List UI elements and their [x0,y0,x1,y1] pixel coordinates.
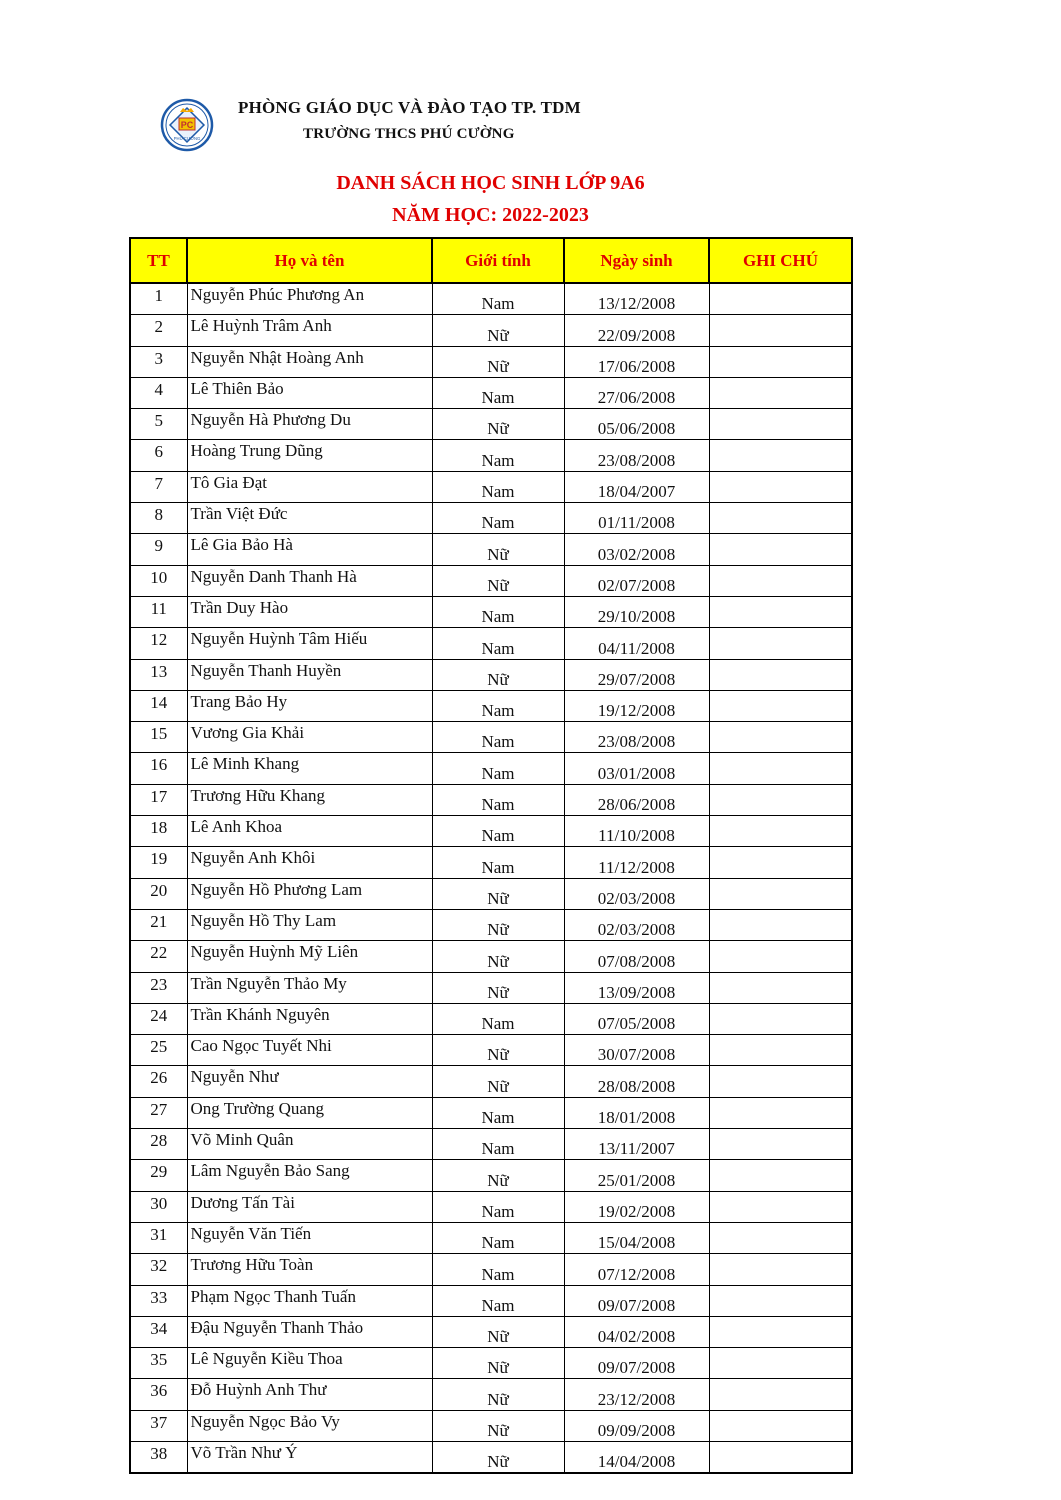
birthdate-cell: 27/06/2008 [564,377,709,408]
note-cell [709,847,852,878]
row-number: 4 [130,377,187,408]
note-cell [709,440,852,471]
note-cell [709,628,852,659]
note-cell [709,283,852,315]
note-cell [709,1035,852,1066]
student-name: Nguyễn Văn Tiến [187,1222,432,1253]
birthdate-cell: 11/12/2008 [564,847,709,878]
table-row [130,1410,852,1441]
gender-cell: Nam [432,1254,564,1285]
note-cell [709,1379,852,1410]
student-name: Dương Tấn Tài [187,1191,432,1222]
student-name: Trương Hữu Toàn [187,1254,432,1285]
student-name: Nguyễn Thanh Huyền [187,659,432,690]
gender-cell: Nữ [432,1441,564,1473]
note-cell [709,315,852,346]
birthdate-cell: 11/10/2008 [564,816,709,847]
gender-cell: Nam [432,1285,564,1316]
list-title: DANH SÁCH HỌC SINH LỚP 9A6 [336,172,645,194]
student-name: Nguyễn Huỳnh Mỹ Liên [187,941,432,972]
table-row [130,409,852,440]
row-number: 20 [130,878,187,909]
student-name: Cao Ngọc Tuyết Nhi [187,1035,432,1066]
student-name: Lê Gia Bảo Hà [187,534,432,565]
birthdate-cell: 18/04/2007 [564,471,709,502]
gender-cell: Nữ [432,1379,564,1410]
gender-cell: Nữ [432,346,564,377]
row-number: 25 [130,1035,187,1066]
birthdate-cell: 19/02/2008 [564,1191,709,1222]
note-cell [709,1285,852,1316]
birthdate-cell: 13/09/2008 [564,972,709,1003]
table-row [130,1066,852,1097]
birthdate-cell: 23/08/2008 [564,440,709,471]
svg-text:PC: PC [180,120,194,130]
birthdate-cell: 19/12/2008 [564,690,709,721]
table-row [130,283,852,315]
gender-cell: Nữ [432,659,564,690]
birthdate-cell: 09/07/2008 [564,1348,709,1379]
row-number: 33 [130,1285,187,1316]
table-row [130,941,852,972]
student-name: Trang Bảo Hy [187,690,432,721]
table-row [130,1191,852,1222]
gender-cell: Nữ [432,878,564,909]
row-number: 17 [130,784,187,815]
gender-cell: Nữ [432,1035,564,1066]
gender-cell: Nữ [432,909,564,940]
birthdate-cell: 04/02/2008 [564,1316,709,1347]
gender-cell: Nữ [432,409,564,440]
note-cell [709,346,852,377]
table-header-row [130,238,852,283]
gender-cell: Nữ [432,1316,564,1347]
col-header-tt: TT [130,238,187,283]
col-header-gender: Giới tính [432,238,564,283]
note-cell [709,1003,852,1034]
birthdate-cell: 23/08/2008 [564,722,709,753]
note-cell [709,1222,852,1253]
student-name: Trương Hữu Khang [187,784,432,815]
note-cell [709,565,852,596]
note-cell [709,1066,852,1097]
row-number: 31 [130,1222,187,1253]
table-row [130,1003,852,1034]
note-cell [709,941,852,972]
row-number: 1 [130,283,187,315]
gender-cell: Nam [432,1097,564,1128]
note-cell [709,972,852,1003]
student-name: Phạm Ngọc Thanh Tuấn [187,1285,432,1316]
birthdate-cell: 29/07/2008 [564,659,709,690]
row-number: 22 [130,941,187,972]
note-cell [709,409,852,440]
student-name: Nguyễn Danh Thanh Hà [187,565,432,596]
student-name: Ong Trường Quang [187,1097,432,1128]
student-name: Võ Minh Quân [187,1129,432,1160]
birthdate-cell: 07/08/2008 [564,941,709,972]
student-name: Võ Trần Như Ý [187,1441,432,1473]
table-row [130,972,852,1003]
gender-cell: Nam [432,1129,564,1160]
table-row [130,1254,852,1285]
row-number: 27 [130,1097,187,1128]
birthdate-cell: 25/01/2008 [564,1160,709,1191]
note-cell [709,690,852,721]
svg-text:PHÚ CƯỜNG: PHÚ CƯỜNG [173,136,201,141]
school-name: TRƯỜNG THCS PHÚ CƯỜNG [303,126,515,142]
birthdate-cell: 03/02/2008 [564,534,709,565]
birthdate-cell: 02/03/2008 [564,878,709,909]
row-number: 6 [130,440,187,471]
student-name: Lê Thiên Bảo [187,377,432,408]
table-row [130,1348,852,1379]
note-cell [709,659,852,690]
gender-cell: Nam [432,816,564,847]
col-header-dob: Ngày sinh [564,238,709,283]
gender-cell: Nam [432,690,564,721]
row-number: 15 [130,722,187,753]
gender-cell: Nam [432,784,564,815]
table-row [130,628,852,659]
note-cell [709,503,852,534]
gender-cell: Nam [432,471,564,502]
gender-cell: Nam [432,753,564,784]
row-number: 38 [130,1441,187,1473]
birthdate-cell: 01/11/2008 [564,503,709,534]
table-row [130,1379,852,1410]
gender-cell: Nữ [432,1160,564,1191]
row-number: 29 [130,1160,187,1191]
student-name: Trần Duy Hào [187,596,432,627]
school-logo [160,98,214,152]
gender-cell: Nam [432,847,564,878]
birthdate-cell: 07/12/2008 [564,1254,709,1285]
note-cell [709,1441,852,1473]
table-row [130,690,852,721]
table-row [130,503,852,534]
student-name: Lâm Nguyễn Bảo Sang [187,1160,432,1191]
table-row [130,784,852,815]
note-cell [709,1410,852,1441]
table-row [130,722,852,753]
student-name: Lê Anh Khoa [187,816,432,847]
birthdate-cell: 05/06/2008 [564,409,709,440]
gender-cell: Nam [432,377,564,408]
birthdate-cell: 13/12/2008 [564,283,709,315]
birthdate-cell: 28/08/2008 [564,1066,709,1097]
student-name: Nguyễn Hồ Phương Lam [187,878,432,909]
student-name: Hoàng Trung Dũng [187,440,432,471]
gender-cell: Nam [432,440,564,471]
table-row [130,440,852,471]
row-number: 11 [130,596,187,627]
student-name: Nguyễn Anh Khôi [187,847,432,878]
row-number: 28 [130,1129,187,1160]
student-name: Trần Khánh Nguyên [187,1003,432,1034]
note-cell [709,1129,852,1160]
birthdate-cell: 17/06/2008 [564,346,709,377]
table-row [130,596,852,627]
student-name: Đậu Nguyễn Thanh Thảo [187,1316,432,1347]
row-number: 35 [130,1348,187,1379]
student-name: Nguyễn Hà Phương Du [187,409,432,440]
row-number: 24 [130,1003,187,1034]
gender-cell: Nữ [432,565,564,596]
student-name: Nguyễn Hồ Thy Lam [187,909,432,940]
birthdate-cell: 29/10/2008 [564,596,709,627]
row-number: 36 [130,1379,187,1410]
note-cell [709,471,852,502]
student-name: Đỗ Huỳnh Anh Thư [187,1379,432,1410]
gender-cell: Nữ [432,534,564,565]
note-cell [709,784,852,815]
row-number: 13 [130,659,187,690]
birthdate-cell: 23/12/2008 [564,1379,709,1410]
note-cell [709,596,852,627]
table-row [130,1160,852,1191]
note-cell [709,878,852,909]
gender-cell: Nam [432,596,564,627]
row-number: 26 [130,1066,187,1097]
birthdate-cell: 15/04/2008 [564,1222,709,1253]
gender-cell: Nam [432,1191,564,1222]
birthdate-cell: 02/03/2008 [564,909,709,940]
row-number: 7 [130,471,187,502]
student-name: Lê Huỳnh Trâm Anh [187,315,432,346]
col-header-name: Họ và tên [187,238,432,283]
birthdate-cell: 02/07/2008 [564,565,709,596]
table-body [130,283,852,1473]
table-row [130,1316,852,1347]
row-number: 23 [130,972,187,1003]
row-number: 34 [130,1316,187,1347]
table-row [130,1222,852,1253]
row-number: 37 [130,1410,187,1441]
note-cell [709,1254,852,1285]
gender-cell: Nam [432,503,564,534]
note-cell [709,1348,852,1379]
student-name: Nguyễn Nhật Hoàng Anh [187,346,432,377]
gender-cell: Nữ [432,941,564,972]
gender-cell: Nam [432,722,564,753]
note-cell [709,753,852,784]
birthdate-cell: 30/07/2008 [564,1035,709,1066]
student-name: Lê Nguyễn Kiều Thoa [187,1348,432,1379]
row-number: 2 [130,315,187,346]
table-row [130,1129,852,1160]
student-name: Nguyễn Phúc Phương An [187,283,432,315]
table-row [130,377,852,408]
gender-cell: Nữ [432,972,564,1003]
table-row [130,534,852,565]
student-name: Nguyễn Huỳnh Tâm Hiếu [187,628,432,659]
row-number: 5 [130,409,187,440]
birthdate-cell: 13/11/2007 [564,1129,709,1160]
table-row [130,315,852,346]
student-name: Tô Gia Đạt [187,471,432,502]
table-row [130,565,852,596]
row-number: 14 [130,690,187,721]
birthdate-cell: 07/05/2008 [564,1003,709,1034]
gender-cell: Nữ [432,1348,564,1379]
note-cell [709,909,852,940]
table-row [130,659,852,690]
row-number: 32 [130,1254,187,1285]
row-number: 21 [130,909,187,940]
note-cell [709,1316,852,1347]
note-cell [709,1160,852,1191]
row-number: 8 [130,503,187,534]
birthdate-cell: 09/09/2008 [564,1410,709,1441]
gender-cell: Nữ [432,1066,564,1097]
col-header-note: GHI CHÚ [709,238,852,283]
table-row [130,346,852,377]
student-name: Vương Gia Khải [187,722,432,753]
note-cell [709,816,852,847]
student-table [129,237,853,1474]
department-name: PHÒNG GIÁO DỤC VÀ ĐÀO TẠO TP. TDM [238,98,581,117]
note-cell [709,1191,852,1222]
school-year: NĂM HỌC: 2022-2023 [392,204,589,226]
birthdate-cell: 03/01/2008 [564,753,709,784]
gender-cell: Nữ [432,1410,564,1441]
student-name: Trần Nguyễn Thảo My [187,972,432,1003]
birthdate-cell: 18/01/2008 [564,1097,709,1128]
birthdate-cell: 04/11/2008 [564,628,709,659]
row-number: 19 [130,847,187,878]
birthdate-cell: 22/09/2008 [564,315,709,346]
birthdate-cell: 14/04/2008 [564,1441,709,1473]
table-row [130,1441,852,1473]
table-row [130,1285,852,1316]
birthdate-cell: 09/07/2008 [564,1285,709,1316]
row-number: 12 [130,628,187,659]
table-row [130,1097,852,1128]
table-row [130,847,852,878]
row-number: 30 [130,1191,187,1222]
birthdate-cell: 28/06/2008 [564,784,709,815]
table-row [130,753,852,784]
gender-cell: Nữ [432,315,564,346]
table-row [130,1035,852,1066]
row-number: 3 [130,346,187,377]
row-number: 9 [130,534,187,565]
table-row [130,878,852,909]
table-row [130,471,852,502]
table-row [130,909,852,940]
gender-cell: Nam [432,283,564,315]
row-number: 18 [130,816,187,847]
gender-cell: Nam [432,628,564,659]
note-cell [709,722,852,753]
note-cell [709,534,852,565]
gender-cell: Nam [432,1222,564,1253]
gender-cell: Nam [432,1003,564,1034]
row-number: 16 [130,753,187,784]
student-name: Lê Minh Khang [187,753,432,784]
student-name: Nguyễn Như [187,1066,432,1097]
student-name: Nguyễn Ngọc Bảo Vy [187,1410,432,1441]
note-cell [709,377,852,408]
table-row [130,816,852,847]
note-cell [709,1097,852,1128]
student-name: Trần Việt Đức [187,503,432,534]
row-number: 10 [130,565,187,596]
